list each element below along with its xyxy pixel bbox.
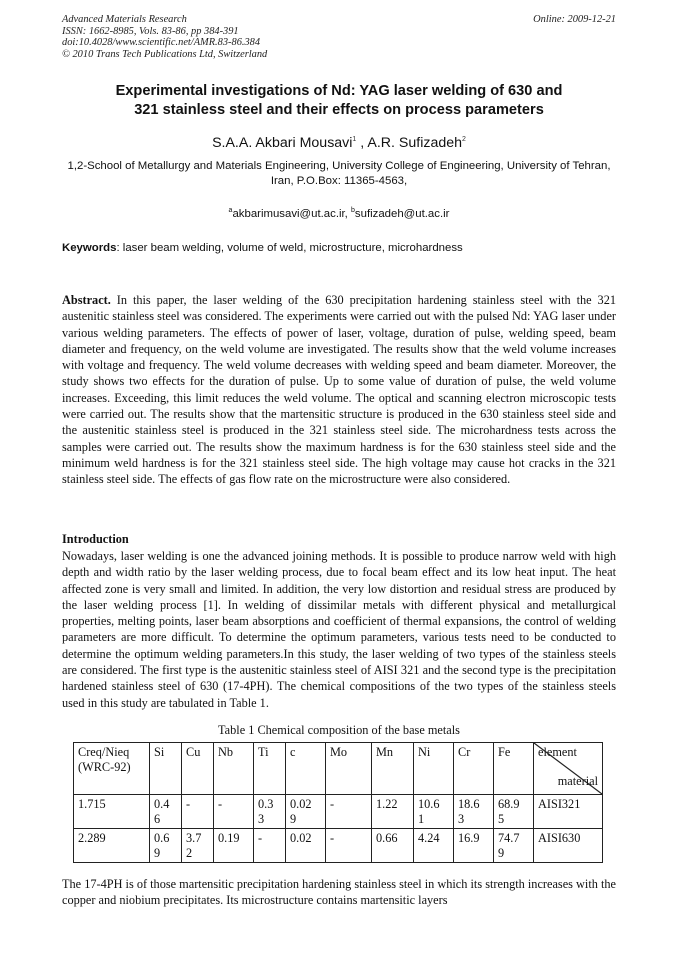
- cell-c: 0.02: [286, 829, 326, 863]
- cell-material: AISI321: [534, 795, 603, 829]
- header-si: Si: [150, 743, 182, 795]
- journal-name: Advanced Materials Research: [62, 14, 187, 25]
- cell-ni: 4.24: [414, 829, 454, 863]
- abstract-text: In this paper, the laser welding of the 630 precipitation hardening stainless steel with the 321 austenitic stainless steel was considered. The experiments were carried out with the pulsed Nd: YAG laser under various welding parameters. The effects of power of laser, voltage, duration of pulse, welding speed, beam diameter and frequency, on the weld volume are investigated. The results show that the weld volume increases with voltage and frequency. The weld volume decreases with welding speed and beam diameter. Moreover, the study shows two effects for the duration of pulse. Up to some value of duration of pulse, the weld volume increases. Exceeding, this limit reduces the weld volume. The optical and scanning electron microscopic tests were carried out. The results show that the martensitic structure is produced in the 630 stainless steel side and the austenitic stainless steel is produced in the 321 stainless steel side. The microhardness tests across the samples were carried out. The results show the maximum hardness is for the 630 stainless steel side and the minimum weld hardness is for the 321 stainless steel side. The high voltage may cause hot cracks in the 321 stainless steel side. The effects of gas flow rate on the microstructure were also considered.: [62, 293, 616, 487]
- header-creq-line2: (WRC-92): [78, 760, 131, 774]
- keywords-label: Keywords: [62, 242, 117, 254]
- cell-cr: 18.6 3: [454, 795, 494, 829]
- cell-cr: 16.9: [454, 829, 494, 863]
- cell-fe: 74.7 9: [494, 829, 534, 863]
- header-creq: [74, 743, 150, 795]
- abstract: [62, 292, 616, 488]
- email-sup-b: b: [351, 207, 355, 214]
- diagonal-divider: [534, 743, 602, 794]
- header-mn: Mn: [372, 743, 414, 795]
- cell-si: 0.6 9: [150, 829, 182, 863]
- header-cu: Cu: [182, 743, 214, 795]
- cell-ti: -: [254, 829, 286, 863]
- cell-creq: 1.715: [74, 795, 150, 829]
- cell-creq: 2.289: [74, 829, 150, 863]
- header-cr: Cr: [454, 743, 494, 795]
- issn: ISSN: 1662-8985, Vols. 83-86, pp 384-391: [62, 25, 239, 37]
- body-paragraph: The 17-4PH is of those martensitic precipitation hardening stainless steel in which its strength increases with the copper and niobium precipitates. Its microstructure contains martensitic layers: [62, 877, 616, 908]
- cell-cu: -: [182, 795, 214, 829]
- affiliation: 1,2-School of Metallurgy and Materials Engineering, University College of Engineering, University of Tehran, Iran, P.O.Box: 11365-4563,: [67, 160, 611, 187]
- keywords: [62, 242, 616, 254]
- cell-c: 0.02 9: [286, 795, 326, 829]
- email-1[interactable]: akbarimusavi@ut.ac.ir,: [232, 208, 348, 220]
- header-element: element: [538, 745, 577, 759]
- cell-cu: 3.7 2: [182, 829, 214, 863]
- author-separator: ,: [356, 135, 368, 151]
- cell-nb: 0.19: [214, 829, 254, 863]
- cell-mo: -: [326, 829, 372, 863]
- cell-fe: 68.9 5: [494, 795, 534, 829]
- table-caption: Table 1 Chemical composition of the base metals: [218, 723, 460, 737]
- header-c: c: [286, 743, 326, 795]
- header-creq-line1: Creq/Nieq: [78, 745, 130, 759]
- header-fe: Fe: [494, 743, 534, 795]
- cell-mo: -: [326, 795, 372, 829]
- keywords-text: : laser beam welding, volume of weld, microstructure, microhardness: [116, 242, 463, 254]
- table-row: [74, 795, 603, 829]
- running-header: [62, 14, 267, 60]
- cell-mn: 0.66: [372, 829, 414, 863]
- author-2: A.R. Sufizadeh: [367, 135, 463, 151]
- authors: [0, 135, 678, 151]
- cell-material: AISI630: [534, 829, 603, 863]
- paper-title: [40, 82, 638, 120]
- chemical-composition-table: [73, 742, 603, 863]
- introduction-text: Nowadays, laser welding is one the advanced joining methods. It is possible to produce narrow weld with high depth and width ratio by the laser welding process, due to focal beam effect and its low heat input. The heat affected zone is very small and limited. In addition, the very low distortion and residual stress are produced by the laser welding process [1]. In welding of dissimilar metals with different physical and metallurgical properties, melting points, laser beam absorptions and coefficient of thermal expansions, the control of welding parameters are more difficult. To determine the optimum parameters, various tests need to be conducted to determine the optimum welding parameters.In this study, the laser welding of two types of the stainless steels are considered. The first type is the austenitic stainless steel of AISI 321 and the second type is the precipitation hardened stainless steel of 630 (17-4PH). The chemical compositions of the two types of the stainless steels used in this study are tabulated in Table 1.: [62, 549, 616, 710]
- emails: [0, 207, 678, 220]
- author-1-sup: 1: [352, 136, 357, 143]
- title-line-2: 321 stainless steel and their effects on process parameters: [134, 102, 544, 118]
- cell-si: 0.4 6: [150, 795, 182, 829]
- email-2[interactable]: sufizadeh@ut.ac.ir: [354, 208, 450, 220]
- header-mo: Mo: [326, 743, 372, 795]
- online-date: Online: 2009-12-21: [533, 14, 616, 25]
- introduction-heading: Introduction: [62, 532, 129, 546]
- header-element-material: [534, 743, 603, 795]
- title-line-1: Experimental investigations of Nd: YAG laser welding of 630 and: [115, 83, 563, 99]
- author-1: S.A.A. Akbari Mousavi: [212, 135, 353, 151]
- header-ti: Ti: [254, 743, 286, 795]
- email-sup-a: a: [228, 207, 233, 214]
- table-row: [74, 829, 603, 863]
- header-ni: Ni: [414, 743, 454, 795]
- header-nb: Nb: [214, 743, 254, 795]
- copyright: © 2010 Trans Tech Publications Ltd, Switzerland: [62, 48, 268, 60]
- cell-ni: 10.6 1: [414, 795, 454, 829]
- cell-mn: 1.22: [372, 795, 414, 829]
- cell-ti: 0.3 3: [254, 795, 286, 829]
- header-material: material: [557, 774, 598, 788]
- cell-nb: -: [214, 795, 254, 829]
- table-header-row: [74, 743, 603, 795]
- author-2-sup: 2: [462, 136, 466, 143]
- abstract-label: Abstract.: [62, 293, 111, 307]
- doi: doi:10.4028/www.scientific.net/AMR.83-86.384: [62, 37, 261, 49]
